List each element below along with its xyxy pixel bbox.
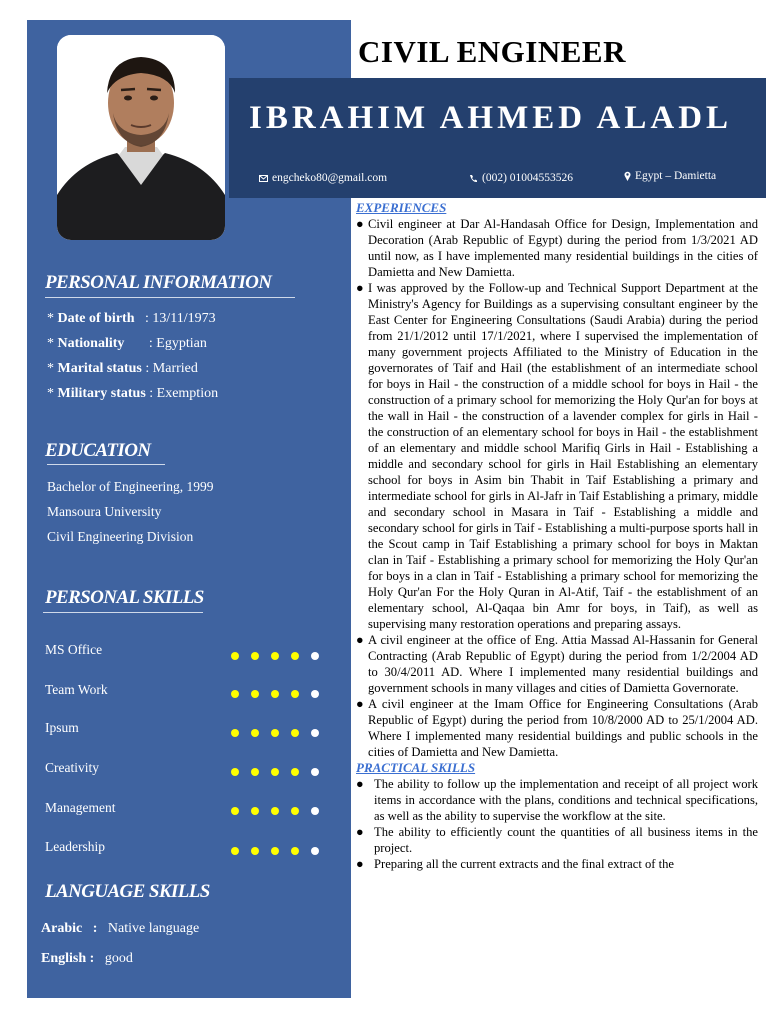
rating-dot-filled	[271, 652, 279, 660]
experience-text: I was approved by the Follow-up and Technical Support Department at the Ministry's Agency for Buildings as a supervising consultant engineer by the East Center for Engineering Consultations (Saudi Arabia) during the period from 21/1/2012 until 17/1/2021, where I supervised the implementation of many government projects Affiliated to the Ministry of Education in the governorates of Taif and Hail (the establishment of an intermediate school for boys in Hail - the construction of a middle school for boys in Hail - the construction of a primary school for memorizing the Holy Qur'an for boys at the wall in Hail - the construction of a lavender complex for girls in Hail - the construction of an elementary school for boys in Hail - the establishment of an elementary and middle school Marifiq Girls in Hail - Establishing a middle and secondary school for girls in Hail Establishing an elementary school for boys in Asim bin Thabit in Taif Establishing a primary and intermediate school for girls in Al-Jafr in Taif Establishing a primary, middle and secondary school in Masara in Taif - Establishing a middle and secondary school for girls in Taif - Establishing a multi-purpose sports hall in the Scout camp in Taif Establishing a primary school for boys in Maktan clan in Taif - Establishing a primary school for memorizing the Holy Qur'an for boys in a clan in Taif - Establishing a primary school for memorizing the Holy Qur'an For the Holy Quran in Al-Atif, Taif - the establishment of an elementary school, Al-Qaqaa bin Amr for boys, in Taif), as well as supervising many restoration operations and preparing assays.	[368, 281, 758, 631]
bullet-icon: ●	[356, 633, 364, 647]
skill-rating	[231, 847, 321, 857]
divider	[45, 297, 295, 298]
skill-name: Team Work	[45, 682, 108, 697]
rating-dot-filled	[291, 729, 299, 737]
rating-dot-filled	[271, 847, 279, 855]
bullet-icon: ●	[356, 217, 364, 231]
person-name: IBRAHIM AHMED ALADL	[249, 100, 733, 136]
rating-dot-filled	[251, 690, 259, 698]
practical-skills-list	[356, 776, 758, 872]
language-level: Native language	[107, 921, 200, 936]
map-pin-icon	[624, 171, 631, 181]
divider	[43, 612, 203, 613]
rating-dot-filled	[231, 847, 239, 855]
education-division: Civil Engineering Division	[47, 529, 194, 544]
language-separator: :	[89, 951, 95, 966]
info-label: Military status	[57, 386, 146, 401]
experience-text: Civil engineer at Dar Al-Handasah Office for Design, Implementation and Decoration (Arab Republic of Egypt) during the period from 1/3/2021 AD until now, as I have implemented many residential buildings in the cities of Damietta and New Damietta.	[368, 217, 758, 279]
practical-skills-heading: PRACTICAL SKILLS	[356, 760, 476, 775]
skill-rating	[231, 807, 321, 817]
language-skills-heading: LANGUAGE SKILLS	[45, 881, 210, 902]
bullet-icon: ●	[356, 697, 364, 711]
job-title: CIVIL ENGINEER	[358, 34, 626, 69]
rating-dot-filled	[251, 847, 259, 855]
rating-dot-filled	[251, 768, 259, 776]
rating-dot-filled	[231, 729, 239, 737]
rating-dot-filled	[271, 690, 279, 698]
rating-dot-filled	[251, 807, 259, 815]
info-marital-status: * Marital status : Married	[47, 361, 198, 376]
skill-rating	[231, 768, 321, 778]
language-name: English	[41, 951, 87, 966]
language-level: good	[104, 951, 133, 966]
contact-phone	[469, 172, 573, 184]
list-item	[356, 632, 758, 696]
divider	[47, 464, 165, 465]
rating-dot-filled	[291, 652, 299, 660]
rating-dot-filled	[291, 768, 299, 776]
skill-name: Leadership	[45, 839, 105, 854]
rating-dot-filled	[231, 652, 239, 660]
phone-icon	[469, 174, 478, 183]
list-item	[356, 776, 758, 824]
rating-dot-empty	[311, 768, 319, 776]
experience-text: A civil engineer at the office of Eng. Attia Massad Al-Hassanin for General Contracting (Arab Republic of Egypt) during the period from 1/2/2004 AD to 30/4/2011 AD. Where I implemented many residential buildings and government schools in many villages and cities of Damietta Governorate.	[368, 633, 758, 695]
info-label: Nationality	[57, 336, 125, 351]
skill-name: Ipsum	[45, 720, 79, 735]
rating-dot-filled	[291, 690, 299, 698]
skill-rating	[231, 729, 321, 739]
rating-dot-filled	[271, 729, 279, 737]
profile-photo	[57, 35, 225, 240]
rating-dot-empty	[311, 652, 319, 660]
rating-dot-filled	[251, 729, 259, 737]
skill-name: Creativity	[45, 760, 99, 775]
info-nationality: * Nationality : Egyptian	[47, 336, 207, 351]
bullet-icon: ●	[356, 857, 364, 871]
rating-dot-empty	[311, 807, 319, 815]
info-value: : Married	[145, 361, 198, 376]
email-text: engcheko80@gmail.com	[272, 172, 388, 184]
experiences-list	[356, 216, 758, 760]
rating-dot-filled	[231, 690, 239, 698]
practical-skill-text: The ability to efficiently count the quantities of all business items in the project.	[374, 825, 758, 855]
education-degree: Bachelor of Engineering, 1999	[47, 479, 214, 494]
practical-skill-text: The ability to follow up the implementation and receipt of all project work items in accordance with the plans, conditions and technical specifications, as well as the ability to supervise the workflow at the site.	[374, 777, 758, 823]
experiences-heading: EXPERIENCES	[356, 200, 447, 215]
main-content	[356, 200, 758, 872]
contact-location	[624, 170, 716, 182]
info-military-status: * Military status : Exemption	[47, 386, 219, 401]
education-university: Mansoura University	[47, 504, 162, 519]
info-label: Date of birth	[57, 311, 135, 326]
practical-skill-text: Preparing all the current extracts and the final extract of the	[374, 857, 675, 871]
list-item	[356, 216, 758, 280]
contact-email	[259, 172, 387, 184]
list-item	[356, 696, 758, 760]
bullet-icon: ●	[356, 777, 364, 791]
language-separator: :	[92, 921, 98, 936]
list-item	[356, 824, 758, 856]
rating-dot-empty	[311, 729, 319, 737]
rating-dot-filled	[291, 807, 299, 815]
skill-rating	[231, 690, 321, 700]
rating-dot-filled	[271, 768, 279, 776]
info-value: : 13/11/1973	[145, 311, 216, 326]
info-value: : Egyptian	[148, 336, 207, 351]
list-item	[356, 280, 758, 632]
list-item	[356, 856, 758, 872]
location-text: Egypt – Damietta	[635, 170, 717, 182]
skill-name: Management	[45, 800, 116, 815]
info-label: Marital status	[57, 361, 142, 376]
experience-text: A civil engineer at the Imam Office for Engineering Consultations (Arab Republic of Egypt) during the period from 10/8/2000 AD to 25/1/2004 AD. Where I implemented many residential buildings and public schools in the cities of Damietta and New Damietta.	[368, 697, 758, 759]
bullet-icon: ●	[356, 825, 364, 839]
rating-dot-filled	[291, 847, 299, 855]
skill-name: MS Office	[45, 642, 103, 657]
info-date-of-birth: * Date of birth : 13/11/1973	[47, 311, 216, 326]
bullet-icon: ●	[356, 281, 364, 295]
education-heading: EDUCATION	[45, 440, 151, 461]
personal-skills-heading: PERSONAL SKILLS	[45, 587, 204, 608]
skill-rating	[231, 652, 321, 662]
language-english	[41, 951, 133, 967]
envelope-icon	[259, 175, 268, 182]
rating-dot-filled	[231, 768, 239, 776]
language-arabic	[41, 921, 199, 937]
rating-dot-filled	[271, 807, 279, 815]
personal-information-heading: PERSONAL INFORMATION	[45, 272, 272, 293]
rating-dot-filled	[251, 652, 259, 660]
phone-text: (002) 01004553526	[482, 172, 574, 184]
rating-dot-empty	[311, 690, 319, 698]
rating-dot-filled	[231, 807, 239, 815]
info-value: : Exemption	[149, 386, 219, 401]
rating-dot-empty	[311, 847, 319, 855]
language-name: Arabic	[41, 921, 83, 936]
